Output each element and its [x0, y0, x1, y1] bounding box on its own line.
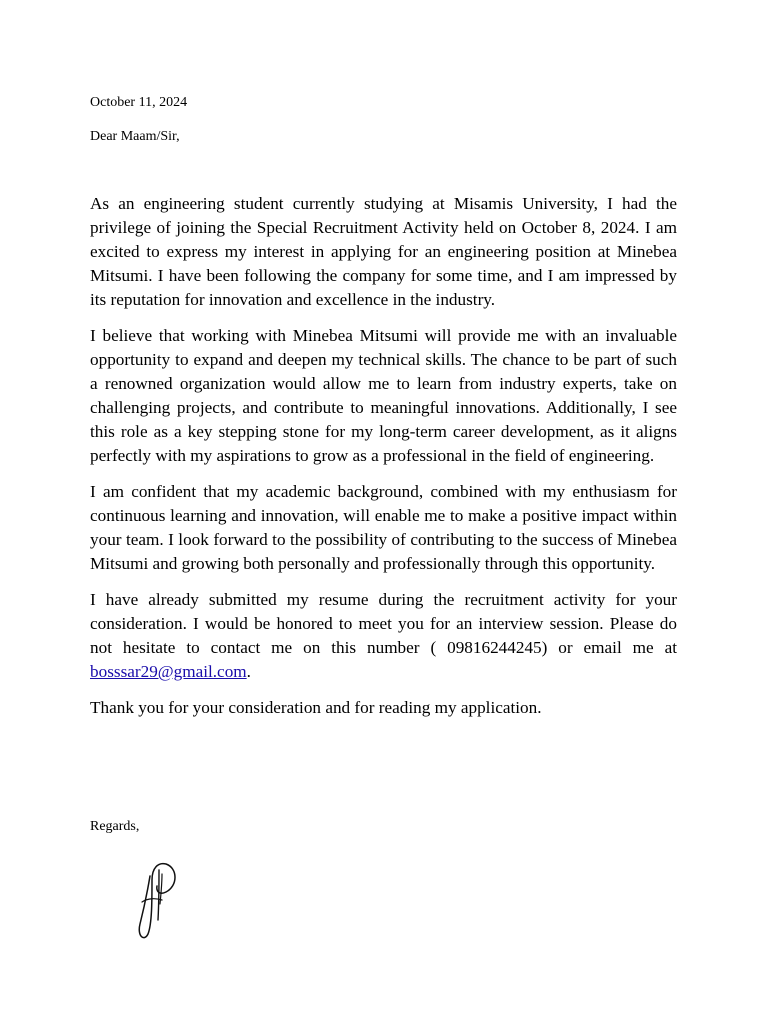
closing: Regards,: [90, 819, 140, 834]
salutation: Dear Maam/Sir,: [90, 129, 180, 144]
contact-trailing: .: [246, 662, 251, 681]
paragraph-confidence: I am confident that my academic background, combined with my enthusiasm for continuous learning and innovation, will enable me to make a positive impact within your team. I look forward to the possibility of contributing to the success of Minebea Mitsumi and growing both personally and professionally through this opportunity.: [90, 482, 677, 573]
email-link[interactable]: bosssar29@gmail.com: [90, 662, 247, 681]
paragraph-intro: As an engineering student currently studying at Misamis University, I had the privilege of joining the Special Recruitment Activity held on October 8, 2024. I am excited to express my interest in applying for an engineering position at Minebea Mitsumi. I have been following the company for some time, and I am impressed by its reputation for innovation and excellence in the industry.: [90, 194, 677, 309]
paragraph-thanks: Thank you for your consideration and for reading my application.: [90, 698, 542, 717]
letter-body: [90, 192, 677, 732]
paragraph-contact: [90, 588, 677, 684]
paragraph-motivation: I believe that working with Minebea Mitsumi will provide me with an invaluable opportunity to expand and deepen my technical skills. The chance to be part of such a renowned organization would allow me to learn from industry experts, take on challenging projects, and contribute to meaningful innovations. Additionally, I see this role as a key stepping stone for my long-term career development, as it aligns perfectly with my aspirations to grow as a professional in the field of engineering.: [90, 326, 677, 465]
signature: [128, 858, 188, 942]
contact-text: I have already submitted my resume during the recruitment activity for your consideration. I would be honored to meet you for an interview session. Please do not hesitate to contact me on this number ( 09816244245) or email me at: [90, 590, 677, 657]
letter-date: October 11, 2024: [90, 95, 188, 110]
